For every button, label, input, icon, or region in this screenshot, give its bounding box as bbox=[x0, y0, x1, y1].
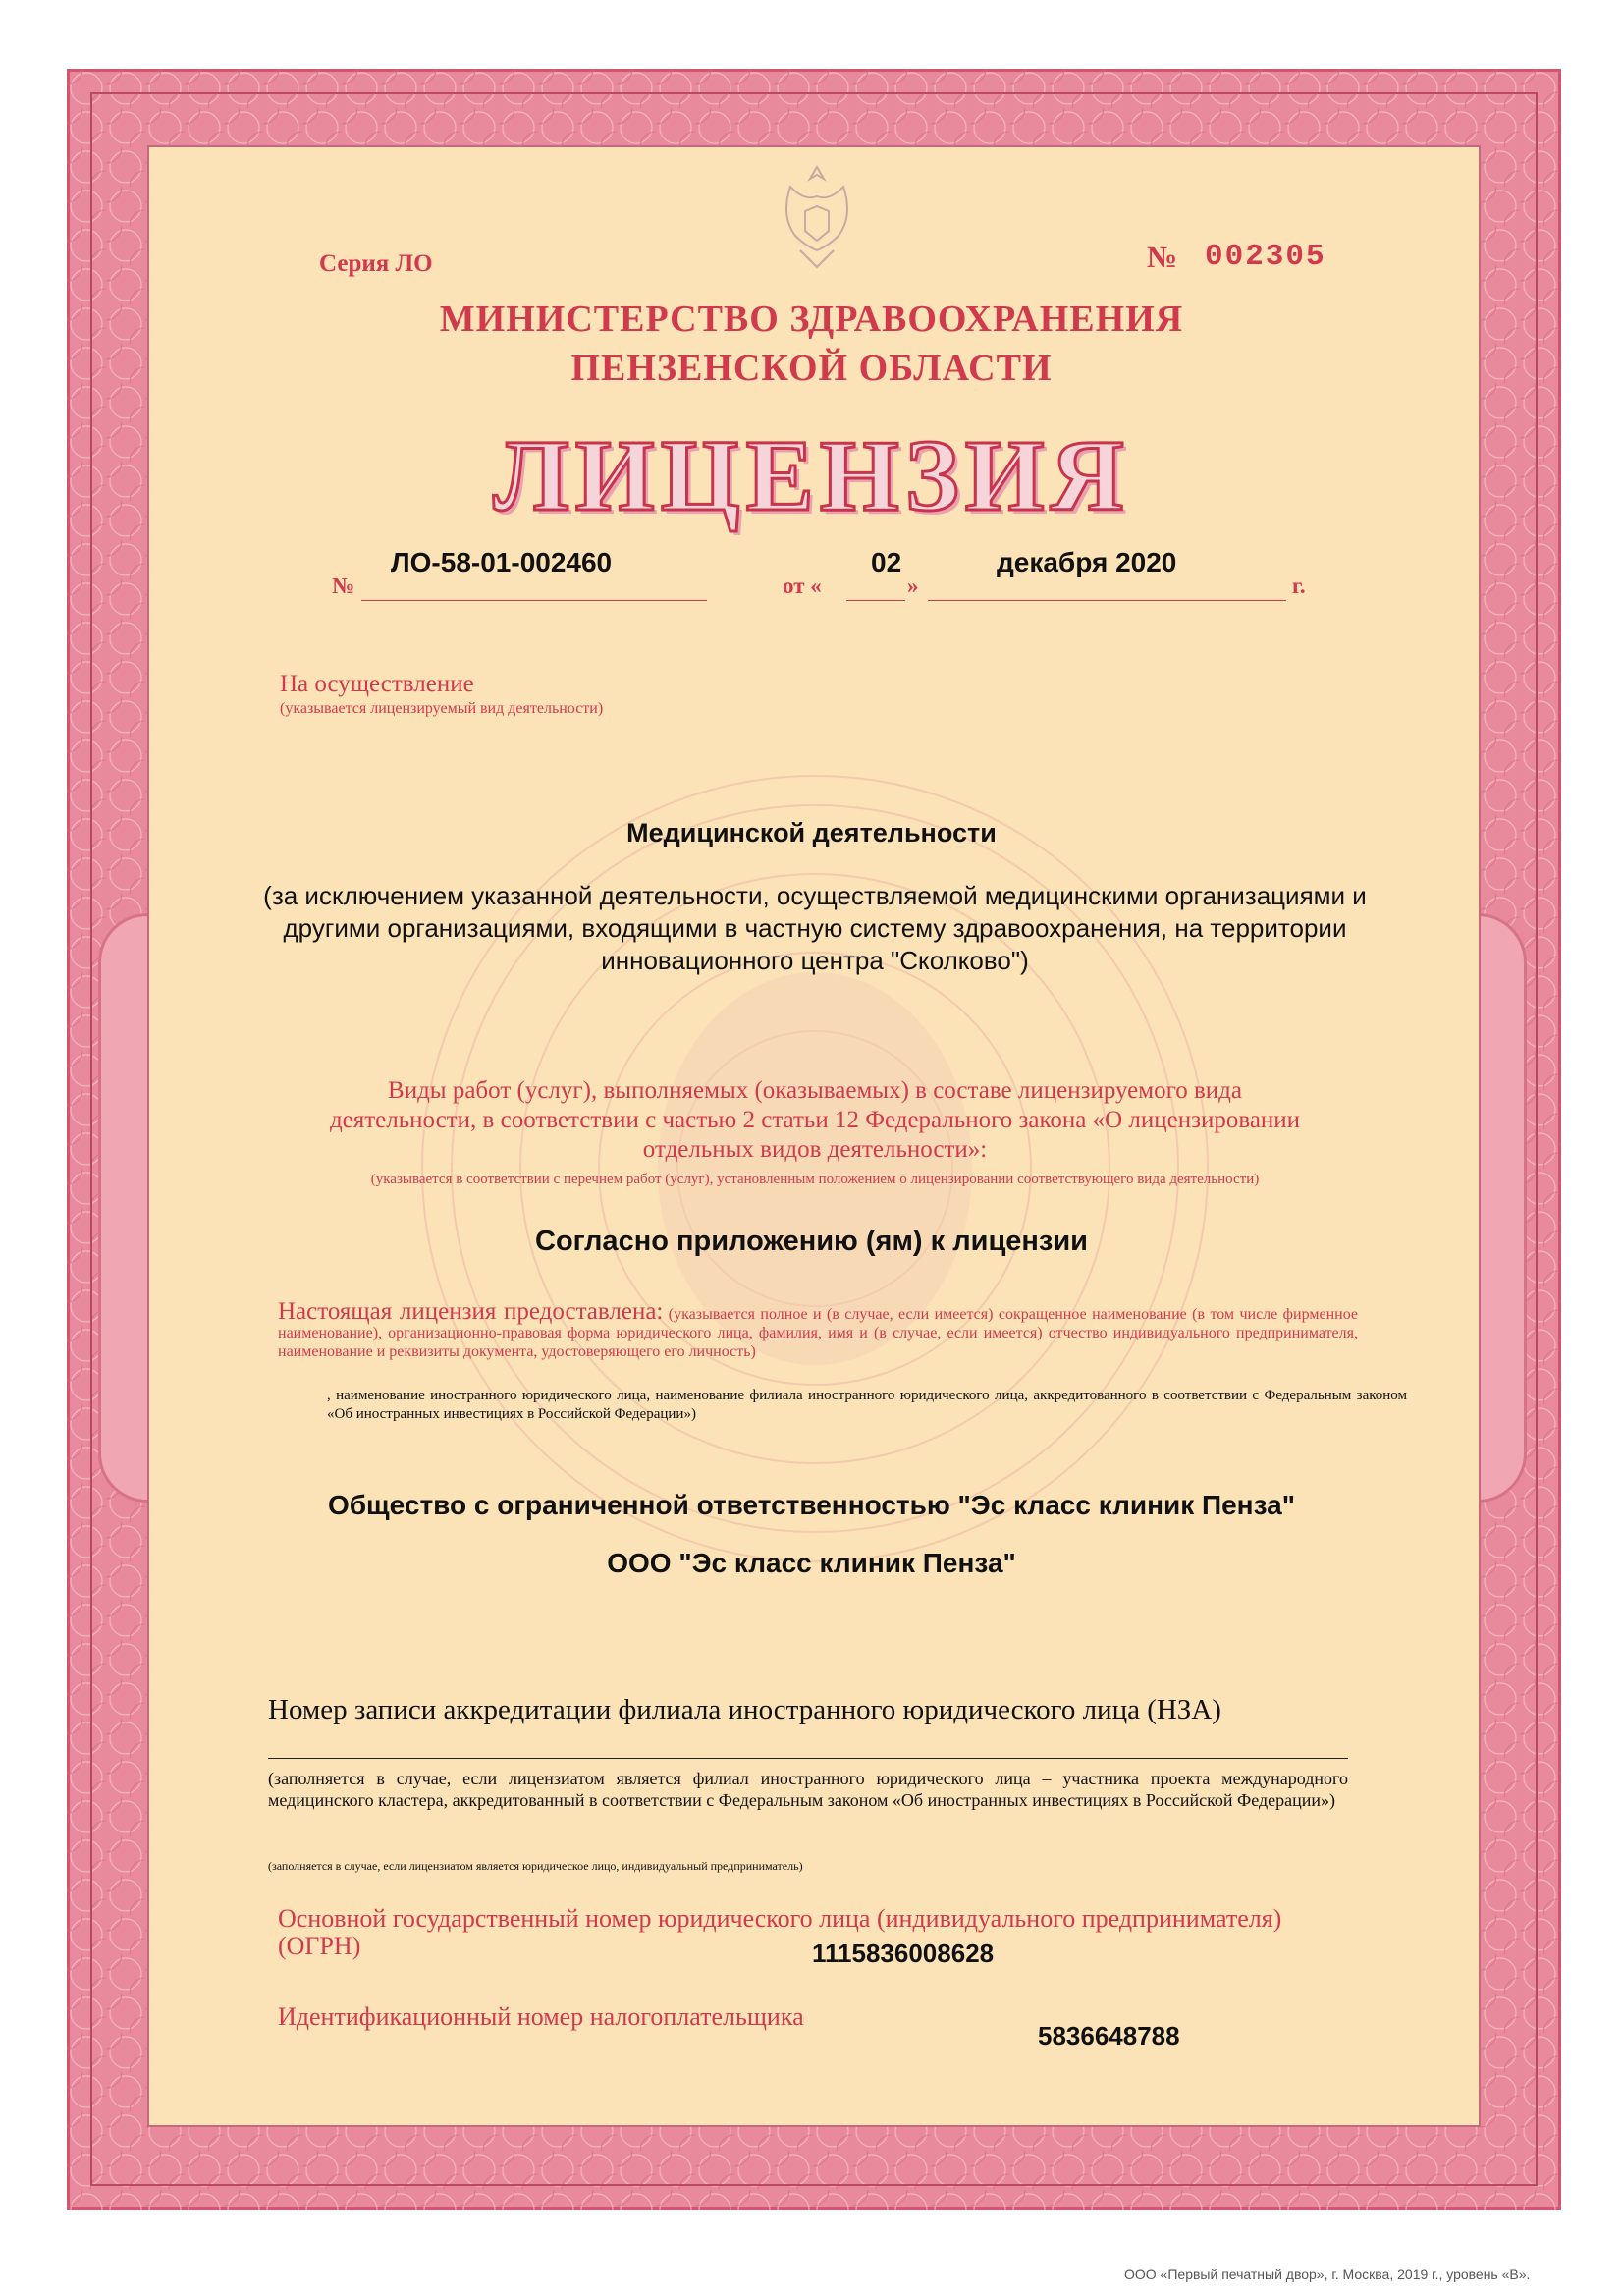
document-title: ЛИЦЕНЗИЯ bbox=[493, 419, 1130, 532]
ogrn-value: 1115836008628 bbox=[812, 1939, 995, 1968]
ip-note: (заполняется в случае, если лицензиатом является юридическое лицо, индивидуальный предприниматель) bbox=[268, 1859, 803, 1873]
activity-label: На осуществление bbox=[280, 671, 474, 697]
license-month-year: декабря 2020 bbox=[997, 547, 1177, 577]
ministry-title-line2: ПЕНЗЕНСКОЙ ОБЛАСТИ bbox=[570, 348, 1053, 389]
activity-name: Медицинской деятельности bbox=[626, 818, 997, 847]
blank-number-sign: № bbox=[1147, 240, 1178, 274]
nza-note: (заполняется в случае, если лицензиатом является филиал иностранного юридического лица – участника проекта международного медицинского кластера, аккредитованный в соответствии с Федеральным законом «Об иностранных инвестициях в Российской Федерации») bbox=[268, 1769, 1348, 1810]
license-number-underline bbox=[361, 600, 707, 601]
blank-number: 002305 bbox=[1205, 240, 1326, 274]
watermark-rosette bbox=[373, 727, 1257, 1611]
month-underline bbox=[928, 600, 1286, 601]
series-label: Серия ЛО bbox=[319, 250, 433, 277]
activity-note: (за исключением указанной деятельности, осуществляемой медицинскими организациями и другими организациями, входящими в частную систему здравоохранения, на территории инновационного центра "Сколково") bbox=[263, 881, 1367, 975]
nza-label: Номер записи аккредитации филиала иностранного юридического лица (НЗА) bbox=[268, 1694, 1221, 1725]
day-underline bbox=[846, 600, 905, 601]
license-number: ЛО-58-01-002460 bbox=[391, 547, 613, 577]
activity-label-note: (указывается лицензируемый вид деятельности) bbox=[280, 700, 604, 717]
date-close-quote: » bbox=[907, 574, 919, 598]
licensee-note2: , наименование иностранного юридического лица, наименование филиала иностранного юридического лица, аккредитованного в соответствии с Федеральным законом «Об иностранных инвестициях в Российской Федерации») bbox=[327, 1388, 1407, 1422]
licensee-label-block bbox=[278, 1298, 1358, 1361]
licensee-label-note: (указывается полное и (в случае, если имеется) сокращенное наименование (в том числе фирменное наименование), организационно-правовая форма юридического лица, фамилия, имя и (в случае, если имеется) отчество индивидуального предпринимателя, наименование и реквизиты документа, удостоверяющего его личность) bbox=[278, 1306, 1358, 1360]
licensee-label: Настоящая лицензия предоставлена: bbox=[278, 1298, 664, 1325]
inn-label: Идентификационный номер налогоплательщика bbox=[278, 2002, 804, 2031]
organization-full-name: Общество с ограниченной ответственностью "Эс класс клиник Пенза" bbox=[327, 1490, 1295, 1520]
license-day: 02 bbox=[871, 547, 902, 577]
ministry-title-line1: МИНИСТЕРСТВО ЗДРАВООХРАНЕНИЯ bbox=[439, 299, 1184, 340]
works-note: (указывается в соответствии с перечнем работ (услуг), установленным положением о лицензировании соответствующего вида деятельности) bbox=[370, 1172, 1260, 1187]
nza-underline bbox=[268, 1758, 1348, 1759]
works-value: Согласно приложению (ям) к лицензии bbox=[535, 1226, 1088, 1257]
works-label: Виды работ (услуг), выполняемых (оказываемых) в составе лицензируемого вида деятельности, в соответствии с частью 2 статьи 12 Федерального закона «О лицензировании отдельных видов деятельности»: bbox=[329, 1077, 1301, 1163]
inn-value: 5836648788 bbox=[1038, 2021, 1180, 2050]
date-from-label: от « bbox=[783, 574, 822, 598]
ogrn-label: Основной государственный номер юридического лица (индивидуального предпринимателя) (ОГРН) bbox=[278, 1904, 1282, 1960]
coat-of-arms-emblem bbox=[771, 157, 864, 275]
license-number-sign: № bbox=[332, 574, 355, 598]
year-suffix: г. bbox=[1292, 574, 1306, 598]
printer-imprint: ООО «Первый печатный двор», г. Москва, 2019 г., уровень «В». bbox=[1124, 2267, 1531, 2282]
organization-short-name: ООО "Эс класс клиник Пенза" bbox=[607, 1548, 1016, 1578]
